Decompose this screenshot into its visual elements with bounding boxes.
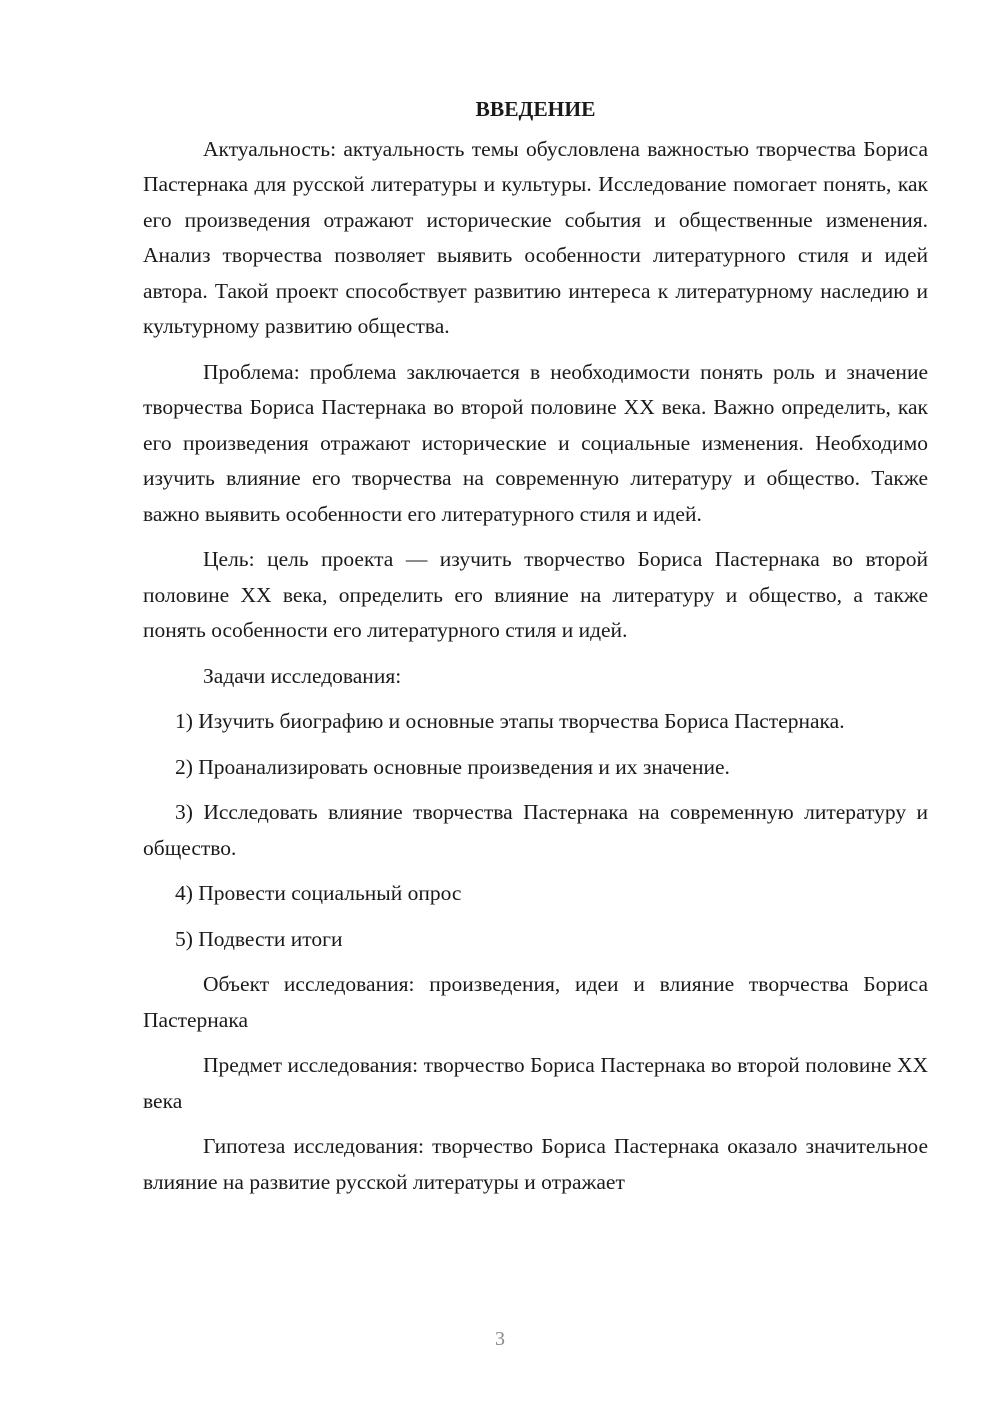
paragraph-object: Объект исследования: произведения, идеи и влияние творчества Бориса Пастернака — [143, 972, 928, 1032]
page-title: ВВЕДЕНИЕ — [475, 97, 596, 121]
tasks-list — [143, 704, 928, 957]
paragraph-relevance: Актуальность: актуальность темы обусловлена важностью творчества Бориса Пастернака для русской литературы и культуры. Исследование помогает понять, как его произведения отражают исторические события и общественные изменения. Анализ творчества позволяет выявить особенности литературного стиля и идей автора. Такой проект способствует развитию интереса к литературному наследию и культурному развитию общества. — [143, 136, 928, 338]
paragraph-goal: Цель: цель проекта — изучить творчество Бориса Пастернака во второй половине XX века, определить его влияние на литературу и общество, а также понять особенности его литературного стиля и идей. — [143, 547, 928, 642]
list-item: 2) Проанализировать основные произведения и их значение. — [175, 754, 730, 779]
paragraph-tasks-heading: Задачи исследования: — [203, 663, 402, 688]
paragraph-subject: Предмет исследования: творчество Бориса Пастернака во второй половине XX века — [143, 1053, 928, 1113]
list-item: 1) Изучить биографию и основные этапы творчества Бориса Пастернака. — [175, 709, 845, 733]
list-item: 3) Исследовать влияние творчества Пастернака на современную литературу и общество. — [143, 800, 928, 860]
page-number: 3 — [495, 1328, 505, 1350]
document-page — [143, 92, 928, 1210]
list-item: 5) Подвести итоги — [175, 926, 343, 951]
list-item: 4) Провести социальный опрос — [175, 881, 462, 905]
paragraph-problem: Проблема: проблема заключается в необходимости понять роль и значение творчества Бориса Пастернака во второй половине XX века. Важно определить, как его произведения отражают исторические и социальные изменения. Необходимо изучить влияние его творчества на современную литературу и общество. Также важно выявить особенности его литературного стиля и идей. — [143, 359, 928, 526]
paragraph-hypothesis: Гипотеза исследования: творчество Бориса Пастернака оказало значительное влияние на развитие русской литературы и отражает — [143, 1134, 928, 1194]
